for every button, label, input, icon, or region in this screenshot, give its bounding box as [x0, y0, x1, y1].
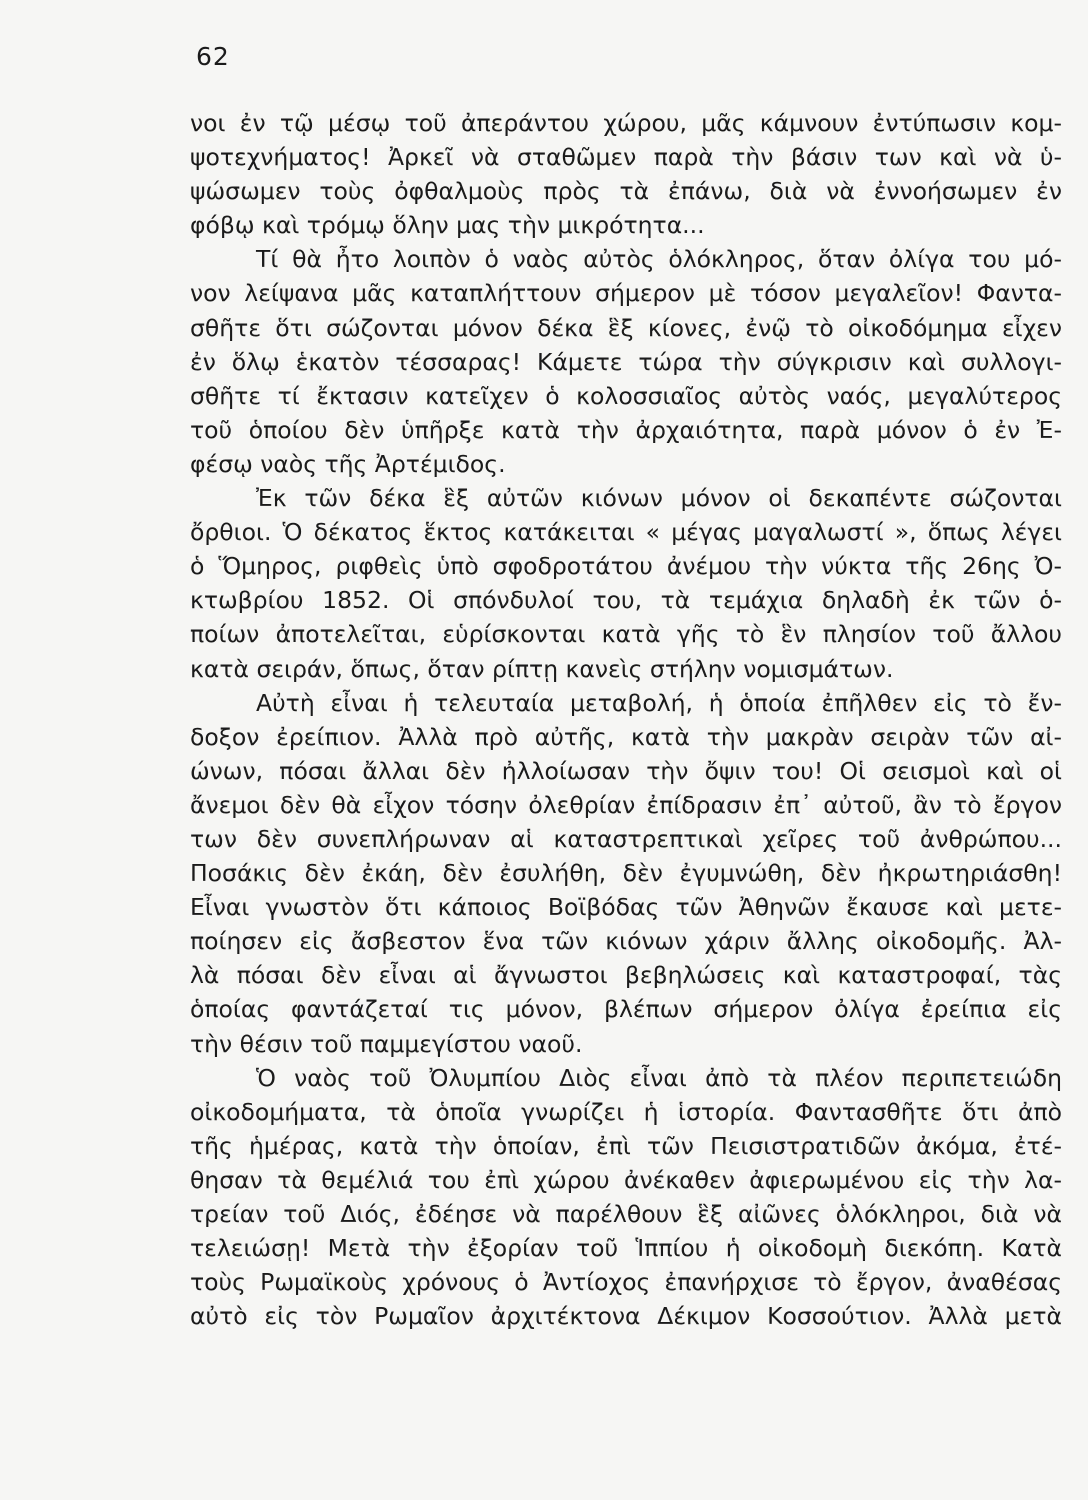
text-line: φόβῳ καὶ τρόμῳ ὅλην μας τὴν μικρότητα... [190, 211, 705, 240]
text-line: λὰ πόσαι δὲν εἶναι αἱ ἄγνωστοι βεβηλώσεις καὶ καταστροφαί, τὰς [190, 961, 1062, 990]
text-line: ἐν ὅλῳ ἑκατὸν τέσσαρας! Κάμετε τώρα τὴν σύγκρισιν καὶ συλλογι- [190, 347, 1062, 376]
text-line: ψώσωμεν τοὺς ὀφθαλμοὺς πρὸς τὰ ἐπάνω, διὰ νὰ ἐννοήσωμεν ἐν [190, 177, 1062, 206]
text-line: τῆς ἡμέρας, κατὰ τὴν ὁποίαν, ἐπὶ τῶν Πεισιστρατιδῶν ἀκόμα, ἐτέ- [190, 1131, 1062, 1160]
text-line: νοι ἐν τῷ μέσῳ τοῦ ἀπεράντου χώρου, μᾶς κάμνουν ἐντύπωσιν κομ- [190, 109, 1062, 137]
paragraph [190, 106, 1062, 242]
paragraph [190, 1061, 1062, 1334]
text-line: Τί θὰ ἦτο λοιπὸν ὁ ναὸς αὐτὸς ὁλόκληρος, ὅταν ὀλίγα του μό- [256, 245, 1062, 274]
text-line: Ὁ ναὸς τοῦ Ὀλυμπίου Διὸς εἶναι ἀπὸ τὰ πλέον περιπετειώδη [256, 1063, 1062, 1092]
text-line: ὁποίας φαντάζεταί τις μόνον, βλέπων σήμερον ὀλίγα ἐρείπια εἰς [190, 995, 1062, 1024]
text-line: τὴν θέσιν τοῦ παμμεγίστου ναοῦ. [190, 1029, 583, 1058]
text-line: κατὰ σειράν, ὅπως, ὅταν ρίπτῃ κανεὶς στήλην νομισμάτων. [190, 654, 894, 683]
text-line: Ἐκ τῶν δέκα ἓξ αὐτῶν κιόνων μόνον οἱ δεκαπέντε σώζονται [256, 484, 1062, 513]
text-line: των δὲν συνεπλήρωναν αἱ καταστρεπτικαὶ χεῖρες τοῦ ἀνθρώπου... [190, 824, 1062, 853]
text-line: Αὐτὴ εἶναι ἡ τελευταία μεταβολή, ἡ ὁποία ἐπῆλθεν εἰς τὸ ἔν- [256, 688, 1062, 717]
text-line: νον λείψανα μᾶς καταπλήττουν σήμερον μὲ τόσον μεγαλεῖον! Φαντα- [190, 279, 1062, 308]
text-line: αὐτὸ εἰς τὸν Ρωμαῖον ἀρχιτέκτονα Δέκιμον Κοσσούτιον. Ἀλλὰ μετὰ [190, 1302, 1062, 1331]
text-line: τοὺς Ρωμαϊκοὺς χρόνους ὁ Ἀντίοχος ἐπανήρχισε τὸ ἔργον, ἀναθέσας [190, 1268, 1062, 1297]
text-line: φέσῳ ναὸς τῆς Ἀρτέμιδος. [190, 449, 506, 478]
text-line: τοῦ ὁποίου δὲν ὑπῆρξε κατὰ τὴν ἀρχαιότητα, παρὰ μόνον ὁ ἐν Ἐ- [190, 415, 1062, 444]
text-line: ὁ Ὅμηρος, ριφθεὶς ὑπὸ σφοδροτάτου ἀνέμου τὴν νύκτα τῆς 26ης Ὀ- [190, 552, 1062, 581]
text-line: κτωβρίου 1852. Οἱ σπόνδυλοί του, τὰ τεμάχια δηλαδὴ ἐκ τῶν ὁ- [190, 586, 1062, 615]
paragraph [190, 242, 1062, 481]
text-line: τρείαν τοῦ Διός, ἐδέησε νὰ παρέλθουν ἓξ αἰῶνες ὁλόκληροι, διὰ νὰ [190, 1200, 1062, 1228]
paragraph [190, 481, 1062, 686]
text-line: Εἶναι γνωστὸν ὅτι κάποιος Βοϊβόδας τῶν Ἀθηνῶν ἔκαυσε καὶ μετε- [190, 893, 1062, 922]
text-line: οἰκοδομήματα, τὰ ὁποῖα γνωρίζει ἡ ἱστορία. Φαντασθῆτε ὅτι ἀπὸ [190, 1097, 1062, 1126]
text-line: ἄνεμοι δὲν θὰ εἶχον τόσην ὀλεθρίαν ἐπίδρασιν ἐπ᾿ αὐτοῦ, ἂν τὸ ἔργον [190, 790, 1062, 819]
body-text [190, 106, 1062, 1333]
text-line: τελειώσῃ! Μετὰ τὴν ἐξορίαν τοῦ Ἱππίου ἡ οἰκοδομὴ διεκόπη. Κατὰ [190, 1234, 1062, 1263]
text-line: θησαν τὰ θεμέλιά του ἐπὶ χώρου ἀνέκαθεν ἀφιερωμένου εἰς τὴν λα- [190, 1165, 1062, 1194]
text-line: Ποσάκις δὲν ἐκάη, δὲν ἐσυλήθη, δὲν ἐγυμνώθη, δὲν ἠκρωτηριάσθη! [190, 859, 1062, 888]
page-number: 62 [196, 42, 230, 71]
paragraph [190, 686, 1062, 1061]
text-line: ποίησεν εἰς ἄσβεστον ἕνα τῶν κιόνων χάριν ἄλλης οἰκοδομῆς. Ἀλ- [190, 927, 1062, 956]
text-line: ώνων, πόσαι ἄλλαι δὲν ἠλλοίωσαν τὴν ὄψιν του! Οἱ σεισμοὶ καὶ οἱ [190, 756, 1062, 785]
text-line: δοξον ἐρείπιον. Ἀλλὰ πρὸ αὐτῆς, κατὰ τὴν μακρὰν σειρὰν τῶν αἰ- [190, 722, 1062, 751]
text-line: σθῆτε ὅτι σώζονται μόνον δέκα ἓξ κίονες, ἐνῷ τὸ οἰκοδόμημα εἶχεν [190, 313, 1062, 342]
text-line: σθῆτε τί ἔκτασιν κατεῖχεν ὁ κολοσσιαῖος αὐτὸς ναός, μεγαλύτερος [190, 381, 1062, 410]
text-line: ποίων ἀποτελεῖται, εὑρίσκονται κατὰ γῆς τὸ ἓν πλησίον τοῦ ἄλλου [190, 620, 1062, 649]
text-line: ὄρθιοι. Ὁ δέκατος ἕκτος κατάκειται « μέγας μαγαλωστί », ὅπως λέγει [190, 518, 1062, 547]
text-line: ψοτεχνήματος! Ἀρκεῖ νὰ σταθῶμεν παρὰ τὴν βάσιν των καὶ νὰ ὑ- [190, 143, 1062, 172]
